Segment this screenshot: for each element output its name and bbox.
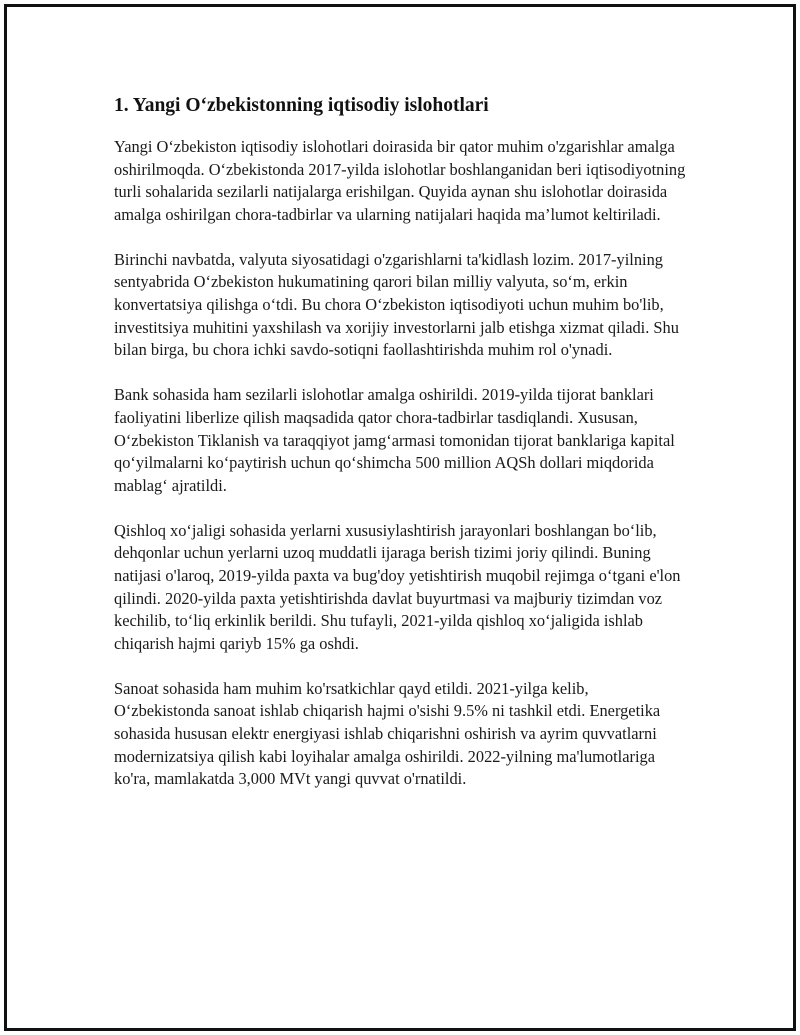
paragraph-industry: Sanoat sohasida ham muhim ko'rsatkichlar qayd etildi. 2021-yilga kelib, O‘zbekistonda sanoat ishlab chiqarish hajmi o'sishi 9.5% ni tashkil etdi. Energetika sohasida hususan elektr energiyasi ishlab chiqarishni oshirish va ayrim quvvatlarni modernizatsiya qilish kabi loyihalar amalga oshirildi. 2022-yilning ma'lumotlariga ko'ra, mamlakatda 3,000 MVt yangi quvvat o'rnatildi. [114, 678, 661, 789]
paragraph-currency: Birinchi navbatda, valyuta siyosatidagi o'zgarishlarni ta'kidlash lozim. 2017-yilning sentyabrida O‘zbekiston hukumatining qarori bilan milliy valyuta, so‘m, erkin konvertatsiya qilishga o‘tdi. Bu chora O‘zbekiston iqtisodiyoti uchun muhim bo'lib, investitsiya muhitini yaxshilash va xorijiy investorlarni jalb etishga xizmat qiladi. Shu bilan birga, bu chora ichki savdo-sotiqni faollashtirishda muhim rol o'ynadi. [114, 249, 679, 360]
paragraph-intro: Yangi O‘zbekiston iqtisodiy islohotlari doirasida bir qator muhim o'zgarishlar amalga oshirilmoqda. O‘zbekistonda 2017-yilda islohotlar boshlanganidan beri iqtisodiyotning turli sohalarida sezilarli natijalarga erishilgan. Quyida aynan shu islohotlar doirasida amalga oshirilgan chora-tadbirlar va ularning natijalari haqida ma’lumot keltiriladi. [114, 137, 686, 224]
paragraph-banking: Bank sohasida ham sezilarli islohotlar amalga oshirildi. 2019-yilda tijorat banklari faoliyatini liberlize qilish maqsadida qator chora-tadbirlar tasdiqlandi. Xususan, O‘zbekiston Tiklanish va taraqqiyot jamg‘armasi tomonidan tijorat banklariga kapital qo‘yilmalarni ko‘paytirish uchun qo‘shimcha 500 million AQSh dollari miqdorida mablag‘ ajratildi. [114, 385, 675, 495]
section-heading: 1. Yangi O‘zbekistonning iqtisodiy islohotlari [114, 95, 489, 116]
document-body [114, 92, 686, 813]
paragraph-agriculture: Qishloq xo‘jaligi sohasida yerlarni xususiylashtirish jarayonlari boshlangan bo‘lib, dehqonlar uchun yerlarni uzoq muddatli ijaraga berish tizimi joriy qilindi. Buning natijasi o'laroq, 2019-yilda paxta va bug'doy yetishtirish muqobil rejimga o‘tgani e'lon qilindi. 2020-yilda paxta yetishtirishda davlat buyurtmasi va majburiy tizimdan voz kechilib, to‘liq erkinlik berildi. Shu tufayli, 2021-yilda qishloq xo‘jaligida ishlab chiqarish hajmi qariyb 15% ga oshdi. [114, 520, 681, 653]
